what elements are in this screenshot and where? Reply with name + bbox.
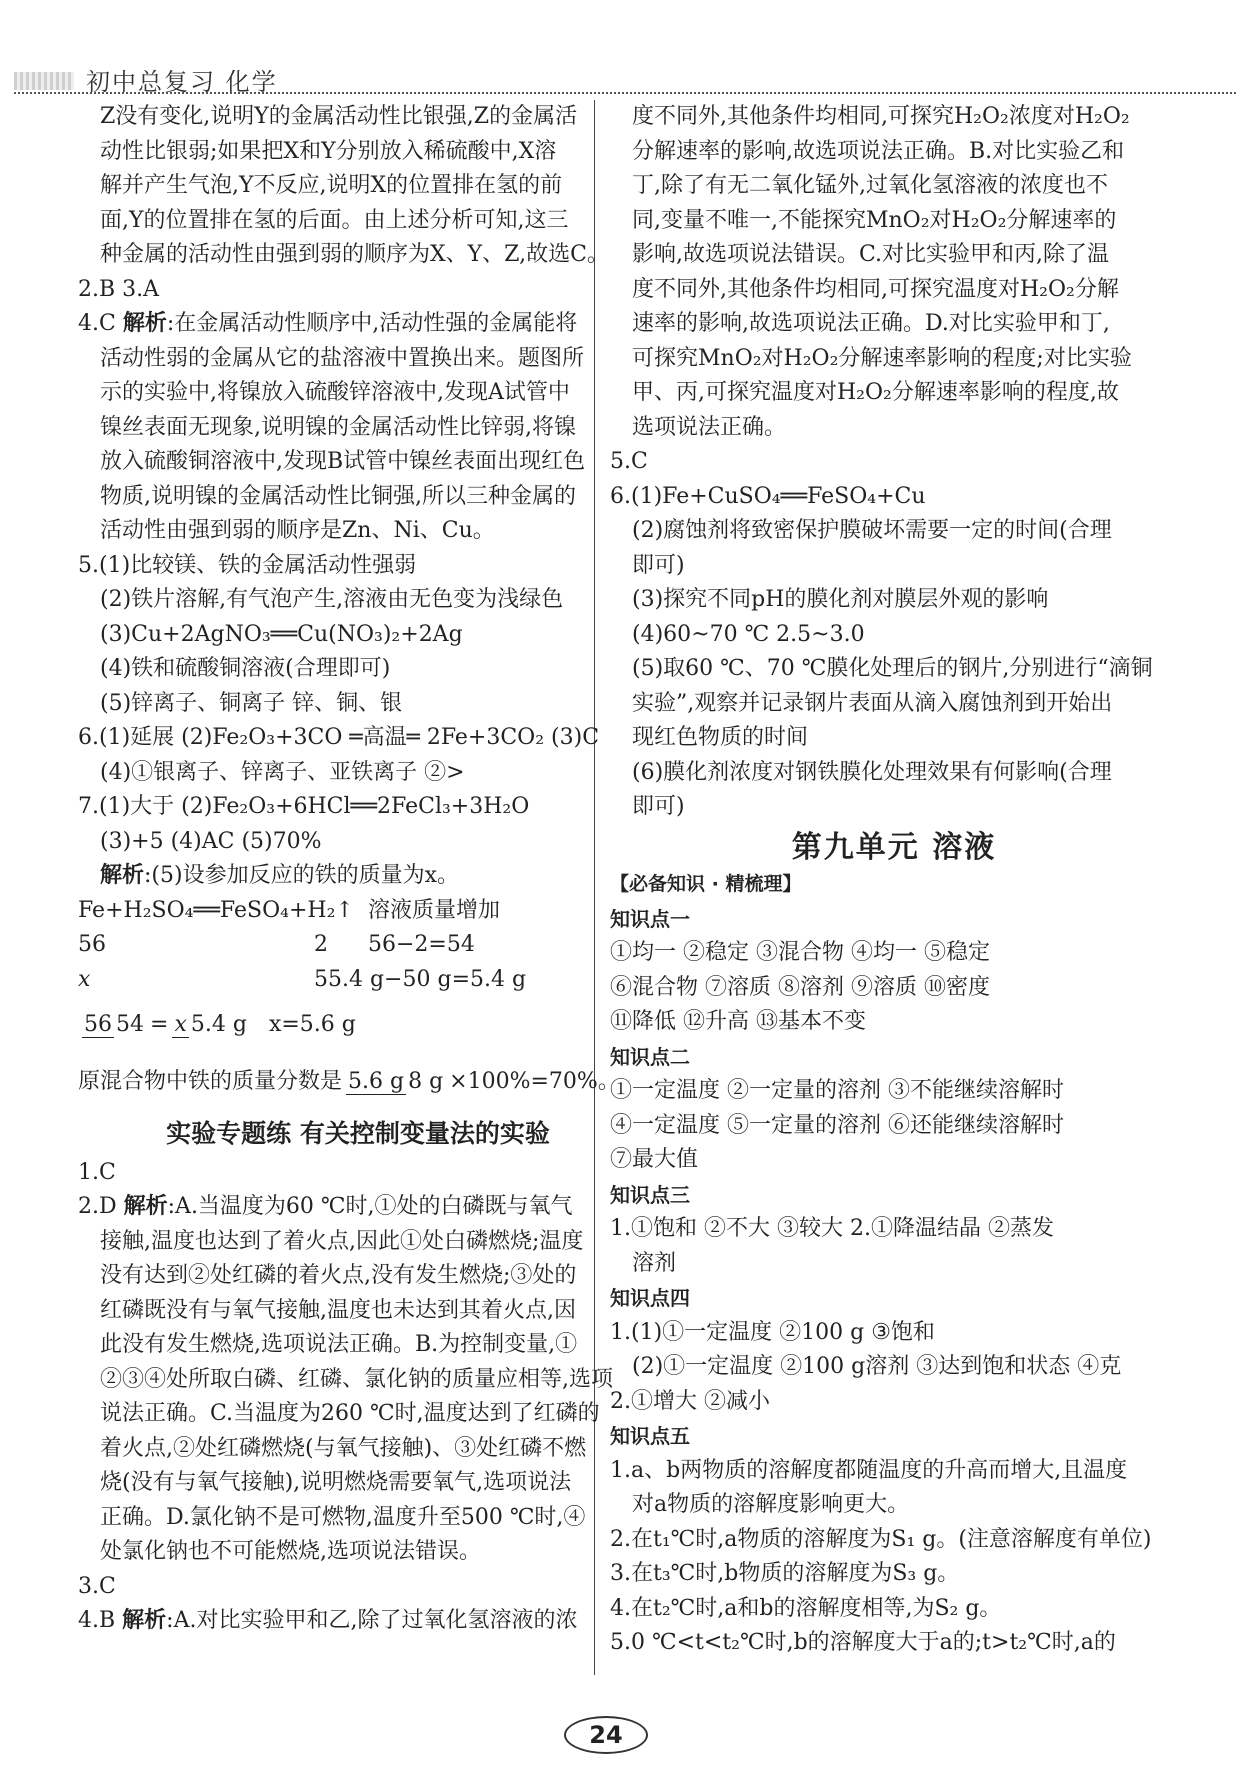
calc-n56: 56 bbox=[78, 932, 106, 957]
text-line: 说法正确。C.当温度为260 ℃时,温度达到了红磷的 bbox=[100, 1401, 600, 1426]
text-line: 解并产生气泡,Y不反应,说明X的位置排在氢的前 bbox=[100, 173, 563, 198]
text-line: ④一定温度 ⑤一定量的溶剂 ⑥还能继续溶解时 bbox=[610, 1112, 1064, 1138]
text-line: 种金属的活动性由强到弱的顺序为X、Y、Z,故选C。 bbox=[100, 242, 609, 267]
text-line: (4)①银离子、锌离子、亚铁离子 ②> bbox=[100, 759, 465, 785]
answer-6: 6.(1)Fe+CuSO₄══FeSO₄+Cu bbox=[610, 483, 926, 509]
series-logo bbox=[14, 72, 74, 90]
page-header bbox=[0, 0, 1250, 100]
text-line: (2)①一定温度 ②100 g溶剂 ③达到饱和状态 ④克 bbox=[632, 1354, 1122, 1379]
text-line: 着火点,②处红磷燃烧(与氧气接触)、③处红磷不燃 bbox=[100, 1435, 587, 1461]
text-line: 镍丝表面无现象,说明镍的金属活动性比锌弱,将镍 bbox=[100, 414, 576, 440]
calc-n2: 2 bbox=[314, 932, 328, 957]
exp-answer-2: 2.D 解析:A.当温度为60 ℃时,①处的白磷既与氧气 bbox=[78, 1194, 573, 1219]
text-line: 示的实验中,将镍放入硫酸锌溶液中,发现A试管中 bbox=[100, 380, 570, 405]
analysis-7: 解析:(5)设参加反应的铁的质量为x。 bbox=[100, 863, 459, 888]
text-line: (2)铁片溶解,有气泡产生,溶液由无色变为浅绿色 bbox=[100, 587, 564, 612]
text-line: 选项说法正确。 bbox=[632, 414, 787, 440]
answer-2-3: 2.B 3.A bbox=[78, 276, 160, 302]
answer-7: 7.(1)大于 (2)Fe₂O₃+6HCl══2FeCl₃+3H₂O bbox=[78, 794, 530, 819]
text-line: (3)Cu+2AgNO₃══Cu(NO₃)₂+2Ag bbox=[100, 621, 463, 647]
text-line: 活动性弱的金属从它的盐溶液中置换出来。题图所 bbox=[100, 345, 585, 371]
fraction-56-54: 56 54 bbox=[84, 1011, 144, 1037]
text-line: (6)膜化剂浓度对钢铁膜化处理效果有何影响(合理 bbox=[632, 759, 1112, 785]
text-line: 动性比银弱;如果把X和Y分别放入稀硫酸中,X溶 bbox=[100, 138, 557, 164]
calc-equation-row bbox=[78, 894, 638, 929]
fraction-5-6-8: 5.6 g 8 g bbox=[348, 1068, 444, 1094]
text-line: ⑥混合物 ⑦溶质 ⑧溶剂 ⑨溶质 ⑩密度 bbox=[610, 974, 990, 1000]
text-line: Z没有变化,说明Y的金属活动性比银强,Z的金属活 bbox=[100, 104, 578, 129]
page-number: 24 bbox=[564, 1716, 648, 1754]
text-line: (5)锌离子、铜离子 锌、铜、银 bbox=[100, 690, 403, 716]
knowledge-point-4: 知识点四 bbox=[610, 1286, 690, 1310]
text-line: ①一定温度 ②一定量的溶剂 ③不能继续溶解时 bbox=[610, 1078, 1064, 1103]
text-line: 2.①增大 ②减小 bbox=[610, 1388, 770, 1414]
text-line: 2.在t₁℃时,a物质的溶解度为S₁ g。(注意溶解度有单位) bbox=[610, 1526, 1152, 1552]
fraction-x-5-4: x 5.4 g bbox=[174, 1011, 247, 1037]
text-line: 即可) bbox=[632, 552, 685, 578]
text-line: 正确。D.氯化钠不是可燃物,温度升至500 ℃时,④ bbox=[100, 1504, 586, 1530]
calc-proportion-row: 56 54 = x 5.4 g x=5.6 g bbox=[78, 997, 638, 1053]
text-line: ⑦最大值 bbox=[610, 1147, 699, 1172]
text-line: ②③④处所取白磷、红磷、氯化钠的质量应相等,选项 bbox=[100, 1366, 613, 1392]
text-line: 对a物质的溶解度影响更大。 bbox=[632, 1492, 910, 1517]
text-line: 1.a、b两物质的溶解度都随温度的升高而增大,且温度 bbox=[610, 1457, 1128, 1483]
knowledge-point-3: 知识点三 bbox=[610, 1182, 690, 1207]
exp-answer-3: 3.C bbox=[78, 1573, 116, 1599]
calc-mass: 55.4 g−50 g=5.4 g bbox=[314, 966, 527, 992]
text-line: 5.0 ℃<t<t₂℃时,b的溶解度大于a的;t>t₂℃时,a的 bbox=[610, 1630, 1116, 1655]
text-line: 4.在t₂℃时,a和b的溶解度相等,为S₂ g。 bbox=[610, 1595, 1002, 1621]
text-line: (4)铁和硫酸铜溶液(合理即可) bbox=[100, 656, 391, 681]
text-line: 物质,说明镍的金属活动性比铜强,所以三种金属的 bbox=[100, 483, 576, 509]
calc-final-row: 原混合物中铁的质量分数是 5.6 g 8 g ×100%=70%。 bbox=[78, 1053, 638, 1111]
calc-ratio-row bbox=[78, 928, 638, 963]
text-line: 面,Y的位置排在氢的后面。由上述分析可知,这三 bbox=[100, 207, 569, 233]
answer-6: 6.(1)延展 (2)Fe₂O₃+3CO ═高温═ 2Fe+3CO₂ (3)C bbox=[78, 725, 600, 750]
text-line: (2)腐蚀剂将致密保护膜破坏需要一定的时间(合理 bbox=[632, 518, 1112, 543]
calc-unknown-row bbox=[78, 963, 638, 998]
text-line: (5)取60 ℃、70 ℃膜化处理后的钢片,分别进行“滴铜 bbox=[632, 656, 1153, 681]
text-line: 没有达到②处红磷的着火点,没有发生燃烧;③处的 bbox=[100, 1263, 577, 1288]
exp-answer-4: 4.B 解析:A.对比实验甲和乙,除了过氧化氢溶液的浓 bbox=[78, 1608, 578, 1633]
exp-answer-1: 1.C bbox=[78, 1159, 116, 1185]
text-line: (3)探究不同pH的膜化剂对膜层外观的影响 bbox=[632, 587, 1049, 612]
text-line: 接触,温度也达到了着火点,因此①处白磷燃烧;温度 bbox=[100, 1228, 584, 1254]
calc-note: 溶液质量增加 bbox=[368, 897, 501, 923]
text-line: 此没有发生燃烧,选项说法正确。B.为控制变量,① bbox=[100, 1332, 578, 1357]
text-line: 实验”,观察并记录钢片表面从滴入腐蚀剂到开始出 bbox=[632, 690, 1113, 716]
text-line: 即可) bbox=[632, 794, 685, 819]
text-line: 放入硫酸铜溶液中,发现B试管中镍丝表面出现红色 bbox=[100, 449, 586, 474]
text-line: (3)+5 (4)AC (5)70% bbox=[100, 828, 322, 854]
section-title: 实验专题练 有关控制变量法的实验 bbox=[166, 1119, 550, 1148]
unit-title: 第九单元 溶液 bbox=[791, 829, 997, 865]
text-line: 溶剂 bbox=[632, 1250, 677, 1276]
text-line: 1.①饱和 ②不大 ③较大 2.①降温结晶 ②蒸发 bbox=[610, 1216, 1054, 1241]
text-line: 速率的影响,故选项说法正确。D.对比实验甲和丁, bbox=[632, 311, 1110, 336]
text-line: ①均一 ②稳定 ③混合物 ④均一 ⑤稳定 bbox=[610, 940, 990, 965]
knowledge-point-2: 知识点二 bbox=[610, 1044, 690, 1069]
knowledge-point-5: 知识点五 bbox=[610, 1424, 690, 1448]
text-line: 可探究MnO₂对H₂O₂分解速率影响的程度;对比实验 bbox=[632, 345, 1132, 371]
left-column bbox=[78, 100, 638, 1639]
calc-x: x bbox=[78, 966, 91, 992]
calc-equation: Fe+H₂SO₄══FeSO₄+H₂↑ bbox=[78, 897, 354, 923]
right-column bbox=[610, 100, 1178, 1661]
text-line: (4)60~70 ℃ 2.5~3.0 bbox=[632, 621, 865, 647]
calc-diff: 56−2=54 bbox=[368, 932, 475, 957]
text-line: 处氯化钠也不可能燃烧,选项说法错误。 bbox=[100, 1539, 481, 1564]
calc-result: x=5.6 g bbox=[268, 1011, 356, 1037]
text-line: 红磷既没有与氧气接触,温度也未达到其着火点,因 bbox=[100, 1297, 576, 1323]
text-line: 1.(1)①一定温度 ②100 g ③饱和 bbox=[610, 1319, 935, 1345]
header-title: 初中总复习 化学 bbox=[86, 68, 278, 96]
text-line: 影响,故选项说法错误。C.对比实验甲和丙,除了温 bbox=[632, 242, 1110, 267]
text-line: 度不同外,其他条件均相同,可探究H₂O₂浓度对H₂O₂ bbox=[632, 104, 1130, 129]
text-line: 分解速率的影响,故选项说法正确。B.对比实验乙和 bbox=[632, 138, 1125, 164]
text-line: 度不同外,其他条件均相同,可探究温度对H₂O₂分解 bbox=[632, 276, 1119, 302]
section-tag: 【必备知识 · 精梳理】 bbox=[610, 873, 802, 895]
text-line: 丁,除了有无二氧化锰外,过氧化氢溶液的浓度也不 bbox=[632, 173, 1108, 198]
text-line: 同,变量不唯一,不能探究MnO₂对H₂O₂分解速率的 bbox=[632, 207, 1117, 233]
text-line: 3.在t₃℃时,b物质的溶解度为S₃ g。 bbox=[610, 1561, 960, 1586]
answer-4: 4.C 解析:在金属活动性顺序中,活动性强的金属能将 bbox=[78, 311, 578, 336]
text-line: 烧(没有与氧气接触),说明燃烧需要氧气,选项说法 bbox=[100, 1470, 572, 1495]
answer-5: 5.C bbox=[610, 449, 648, 474]
text-line: 甲、丙,可探究温度对H₂O₂分解速率影响的程度,故 bbox=[632, 380, 1119, 405]
text-line: 现红色物质的时间 bbox=[632, 725, 809, 750]
text-line: ⑪降低 ⑫升高 ⑬基本不变 bbox=[610, 1009, 866, 1034]
knowledge-point-1: 知识点一 bbox=[610, 906, 690, 931]
text-line: 活动性由强到弱的顺序是Zn、Ni、Cu。 bbox=[100, 518, 495, 543]
answer-5: 5.(1)比较镁、铁的金属活动性强弱 bbox=[78, 552, 417, 578]
header-rule bbox=[14, 92, 1236, 94]
